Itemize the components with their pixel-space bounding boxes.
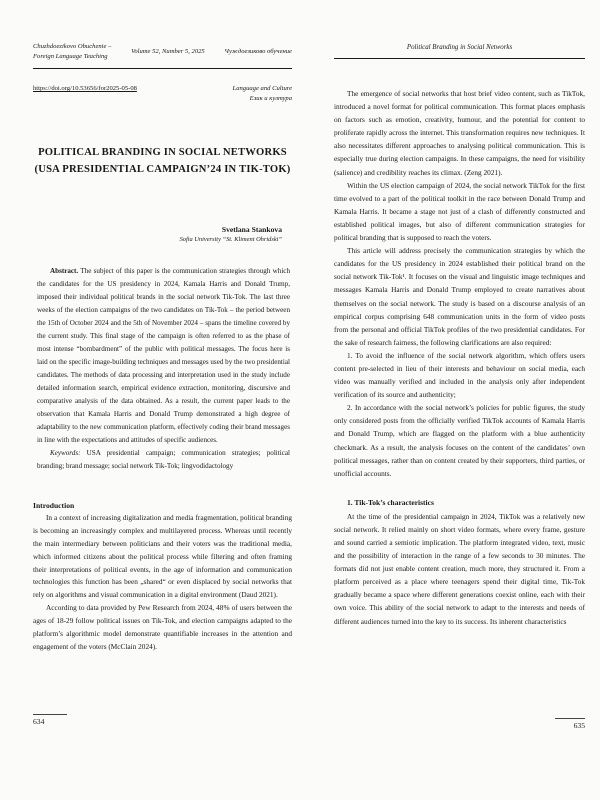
clarification-item-2: 2. In accordance with the social network’s policies for public figures, the study only considered posts from the officially verified TikTok accounts of Kamala Harris and Donald Trump, which are flagged on the platform with a blue authenticity checkmark. As a result, the analysis focuses on the content of the candidates’ own political messages, rather than on content created by their supporters, third parties, or unofficial accounts. xyxy=(334,403,585,478)
right-page-number: 635 xyxy=(334,718,585,730)
journal-title-transliterated xyxy=(33,42,111,61)
left-page xyxy=(33,42,292,654)
paper-title-line2: (USA PRESIDENTIAL CAMPAIGN’24 IN TIK-TOK) xyxy=(34,163,291,175)
abstract-label: Abstract. xyxy=(50,266,79,275)
section1-heading: 1. Tik-Tok’s characteristics xyxy=(347,497,434,507)
section-label-bg: Език и култура xyxy=(249,94,292,102)
keywords-paragraph xyxy=(37,447,290,473)
section-label-en: Language and Culture xyxy=(232,85,292,93)
left-page-number: 634 xyxy=(33,714,67,726)
right-page-body xyxy=(334,87,585,628)
abstract-paragraph xyxy=(37,265,290,447)
right-page xyxy=(334,42,585,628)
paper-title-line1: POLITICAL BRANDING IN SOCIAL NETWORKS xyxy=(38,146,287,158)
author-block xyxy=(33,224,292,245)
journal-title-bulgarian: Чуждоезиково обучение xyxy=(224,47,292,55)
section1-paragraph-1: At the time of the presidential campaign in 2024, TikTok was a relatively new social network. It relied mainly on short video formats, where every frame, gesture and sound carried a semiotic implication. The platform integrated video, text, music and the possibility of interaction in the range of a few seconds to 30 minutes. The formats did not just enable content creation, much more, they structured it. From a platform perceived as a place where teenagers spend their digital time, Tik-Tok gradually became a space where different generations coexist online, each with their own voice. This ability of the social network to adapt to the interests and needs of different audiences turned into the key to its success. Its inherent characteristics xyxy=(334,511,585,626)
section-label xyxy=(233,84,292,104)
body-paragraph-3: This article will address precisely the communication strategies by which the candidates for the US presidency in 2024 established their political brand on the social network Tik-Tok¹. It focuses on the visual and linguistic image techniques and messages Kamala Harris and Donald Trump employed to create narratives about themselves on the social network. The study is based on a discourse analysis of an empirical corpus comprising 648 communication units in the form of video posts from the personal and official TikTok profiles of the two presidential candidates. For the sake of research fairness, the following clarifications are also required: xyxy=(334,246,585,347)
abstract-text: The subject of this paper is the communication strategies through which the candidates for the US presidency in 2024, Kamala Harris and Donald Trump, imposed their individual political brands in the social network Tik-Tok. The last three weeks of the election campaigns of the two candidates on Tik-Tok – the period between the 15th of October 2024 and the 5th of November 2024 – spans the timeline covered by the current study. This final stage of the campaign is often referred to as the phase of most intense “bombardment” of the public with political messages. The focus here is laid on the specific image-building techniques and messages used by the two presidential candidates. The methods of data processing and interpretation used in the study include detailed information search, empirical evidence extraction, monitoring, discursive and comparative analysis of the data obtained. As a result, the current paper leads to the observation that Kamala Harris and Donald Trump demonstrated a high degree of adaptability to the new communication platform, effectively coding their brand messages in line with the expectations and attitudes of specific audiences. xyxy=(37,266,290,444)
right-footer-rule xyxy=(555,718,585,719)
introduction-heading: Introduction xyxy=(33,500,75,510)
body-paragraph-1: The emergence of social networks that host brief video content, such as TikTok, introduced a novel format for political communication. This format places emphasis on factors such as emotion, creativity, humour, and the potential for content to proliferate rapidly across the internet. This transformation requires new techniques. It also necessitates different approaches to analysing political communication. This is especially true during election campaigns. In these campaigns, the need for visibility (salience) and credibility reaches its climax. (Zeng 2021). xyxy=(334,89,585,177)
body-paragraph-2: Within the US election campaign of 2024, the social network TikTok for the first time evolved to a part of the political toolkit in the race between Donald Trump and Kamala Harris. It became a stage not just of a clash of differently constructed and established political images, but also of different communication strategies for political branding that is supposed to reach the voters. xyxy=(334,180,585,243)
doi-link: https://doi.org/10.53656/for2025-05-08 xyxy=(33,85,137,93)
running-head: Political Branding in Social Networks xyxy=(334,42,585,59)
journal-title-line1: Chuzhdoezikovo Obuchenie – xyxy=(33,43,112,50)
author-name: Svetlana Stankova xyxy=(221,224,282,234)
doi-row xyxy=(33,84,292,104)
clarification-item-1: 1. To avoid the influence of the social network algorithm, which offers users content pre-selected in lieu of their interests and behaviour on social media, each video was manually verified and included in the analysis only after independent verification of its source and authenticity; xyxy=(334,350,585,400)
author-affiliation: Sofia University “St. Kliment Ohridski” xyxy=(179,235,282,243)
introduction-paragraph-1: In a context of increasing digitalization and media fragmentation, political branding is becoming an increasingly complex and multilayered process. Whereas until recently the main intermediary between politicians and their voters was the traditional media, which informed citizens about the political process while filtering and often framing their interpretations of political events, in the age of information and communication technologies this function has been „shared“ or even displaced by social networks that rely on algorithms and visual communication in a digital environment (Daud 2021). xyxy=(33,512,292,600)
left-page-header xyxy=(33,42,292,69)
keywords-label: Keywords: xyxy=(50,448,81,457)
paper-title xyxy=(33,144,292,178)
introduction-paragraph-2: According to data provided by Pew Research from 2024, 48% of users between the ages of 18-29 follow political issues on Tik-Tok, and election campaigns adapted to the platform’s algorithmic model demonstrate quantifiable increases in the attention and engagement of the voters (McClain 2024). xyxy=(33,603,292,651)
keywords-text: USA presidential campaign; communication strategies; political branding; brand message; social network Tik-Tok; lingvodidactology xyxy=(37,448,290,470)
journal-title-line2: Foreign Language Teaching xyxy=(33,52,108,60)
left-footer-rule xyxy=(33,714,67,715)
volume-info: Volume 52, Number 5, 2025 xyxy=(131,47,205,55)
